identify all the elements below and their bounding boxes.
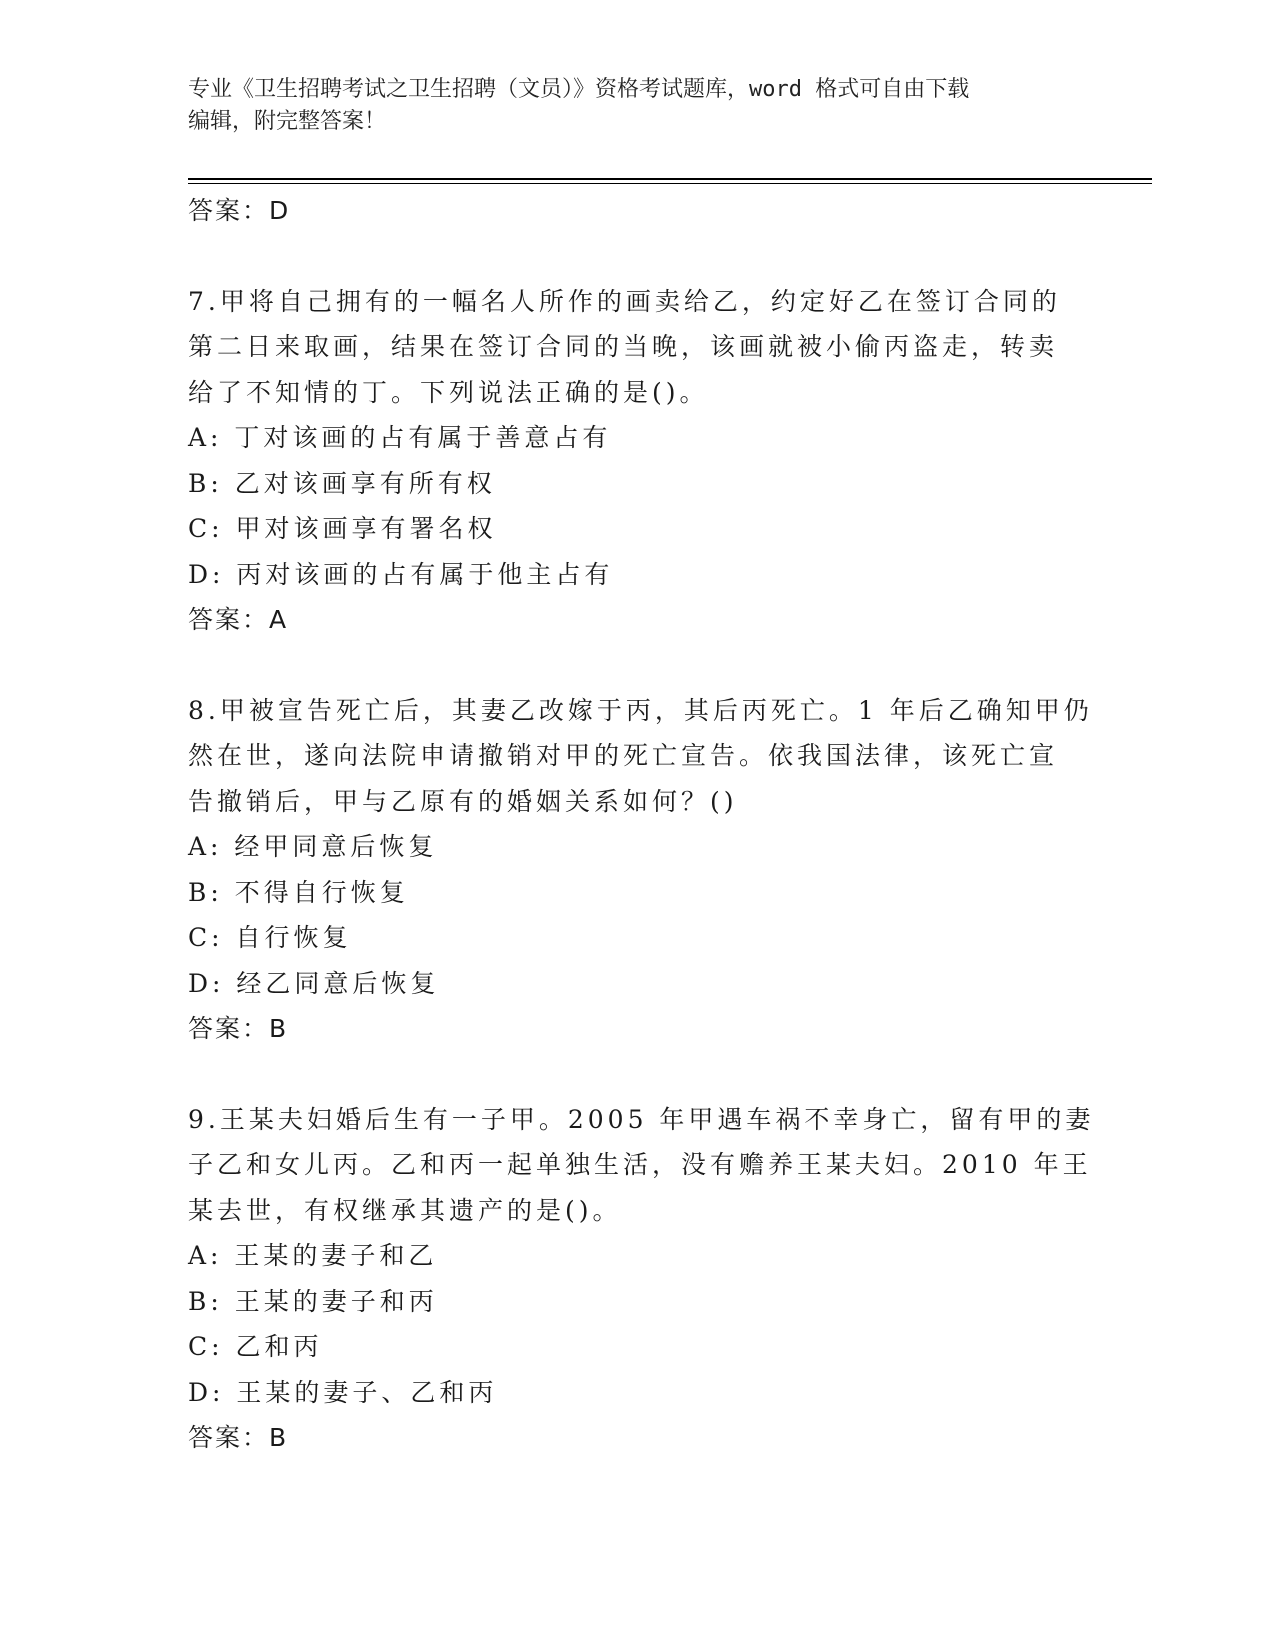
header-line-1: 专业《卫生招聘考试之卫生招聘（文员）》资格考试题库，word 格式可自由下载	[188, 77, 970, 102]
option-b: B: 不得自行恢复	[188, 877, 409, 907]
question-text-line: 第二日来取画，结果在签订合同的当晚，该画就被小偷丙盗走，转卖	[188, 332, 1059, 361]
question-text-line: 9.王某夫妇婚后生有一子甲。2005 年甲遇车祸不幸身亡，留有甲的妻	[188, 1104, 1095, 1134]
question-text-line: 某去世，有权继承其遗产的是()。	[188, 1195, 622, 1225]
answer: 答案：B	[188, 1014, 289, 1043]
question-text-line: 告撤销后，甲与乙原有的婚姻关系如何？()	[188, 786, 738, 816]
previous-answer: 答案：D	[188, 196, 291, 225]
question-text-line: 给了不知情的丁。下列说法正确的是()。	[188, 377, 709, 407]
spacer	[188, 643, 1088, 688]
option-d: D: 经乙同意后恢复	[188, 968, 440, 998]
question-text-line: 然在世，遂向法院申请撤销对甲的死亡宣告。依我国法律，该死亡宣	[188, 741, 1059, 770]
question-9	[188, 1097, 1095, 1461]
option-c: C: 乙和丙	[188, 1332, 323, 1361]
answer: 答案：B	[188, 1423, 289, 1452]
question-7	[188, 279, 1088, 643]
question-text-line: 8.甲被宣告死亡后，其妻乙改嫁于丙，其后丙死亡。1 年后乙确知甲仍	[188, 695, 1093, 725]
spacer	[188, 234, 1088, 279]
option-a: A: 丁对该画的占有属于善意占有	[188, 423, 612, 452]
header-rule-thin	[188, 183, 1152, 184]
page-header	[188, 74, 1078, 138]
option-d: D: 丙对该画的占有属于他主占有	[188, 559, 614, 589]
option-d: D: 王某的妻子、乙和丙	[188, 1377, 498, 1407]
option-c: C: 甲对该画享有署名权	[188, 514, 497, 543]
option-b: B: 乙对该画享有所有权	[188, 468, 496, 498]
header-rule-thick	[188, 178, 1152, 180]
option-a: A: 经甲同意后恢复	[188, 832, 438, 861]
question-content	[188, 188, 1095, 1461]
option-c: C: 自行恢复	[188, 923, 352, 952]
option-b: B: 王某的妻子和丙	[188, 1286, 438, 1316]
option-a: A: 王某的妻子和乙	[188, 1241, 438, 1270]
question-text-line: 子乙和女儿丙。乙和丙一起单独生活，没有赡养王某夫妇。2010 年王	[188, 1150, 1092, 1179]
header-line-2: 编辑，附完整答案！	[188, 109, 387, 134]
answer: 答案：A	[188, 605, 289, 634]
question-text-line: 7.甲将自己拥有的一幅名人所作的画卖给乙，约定好乙在签订合同的	[188, 286, 1061, 316]
question-8	[188, 688, 1093, 1052]
spacer	[188, 1052, 1088, 1097]
